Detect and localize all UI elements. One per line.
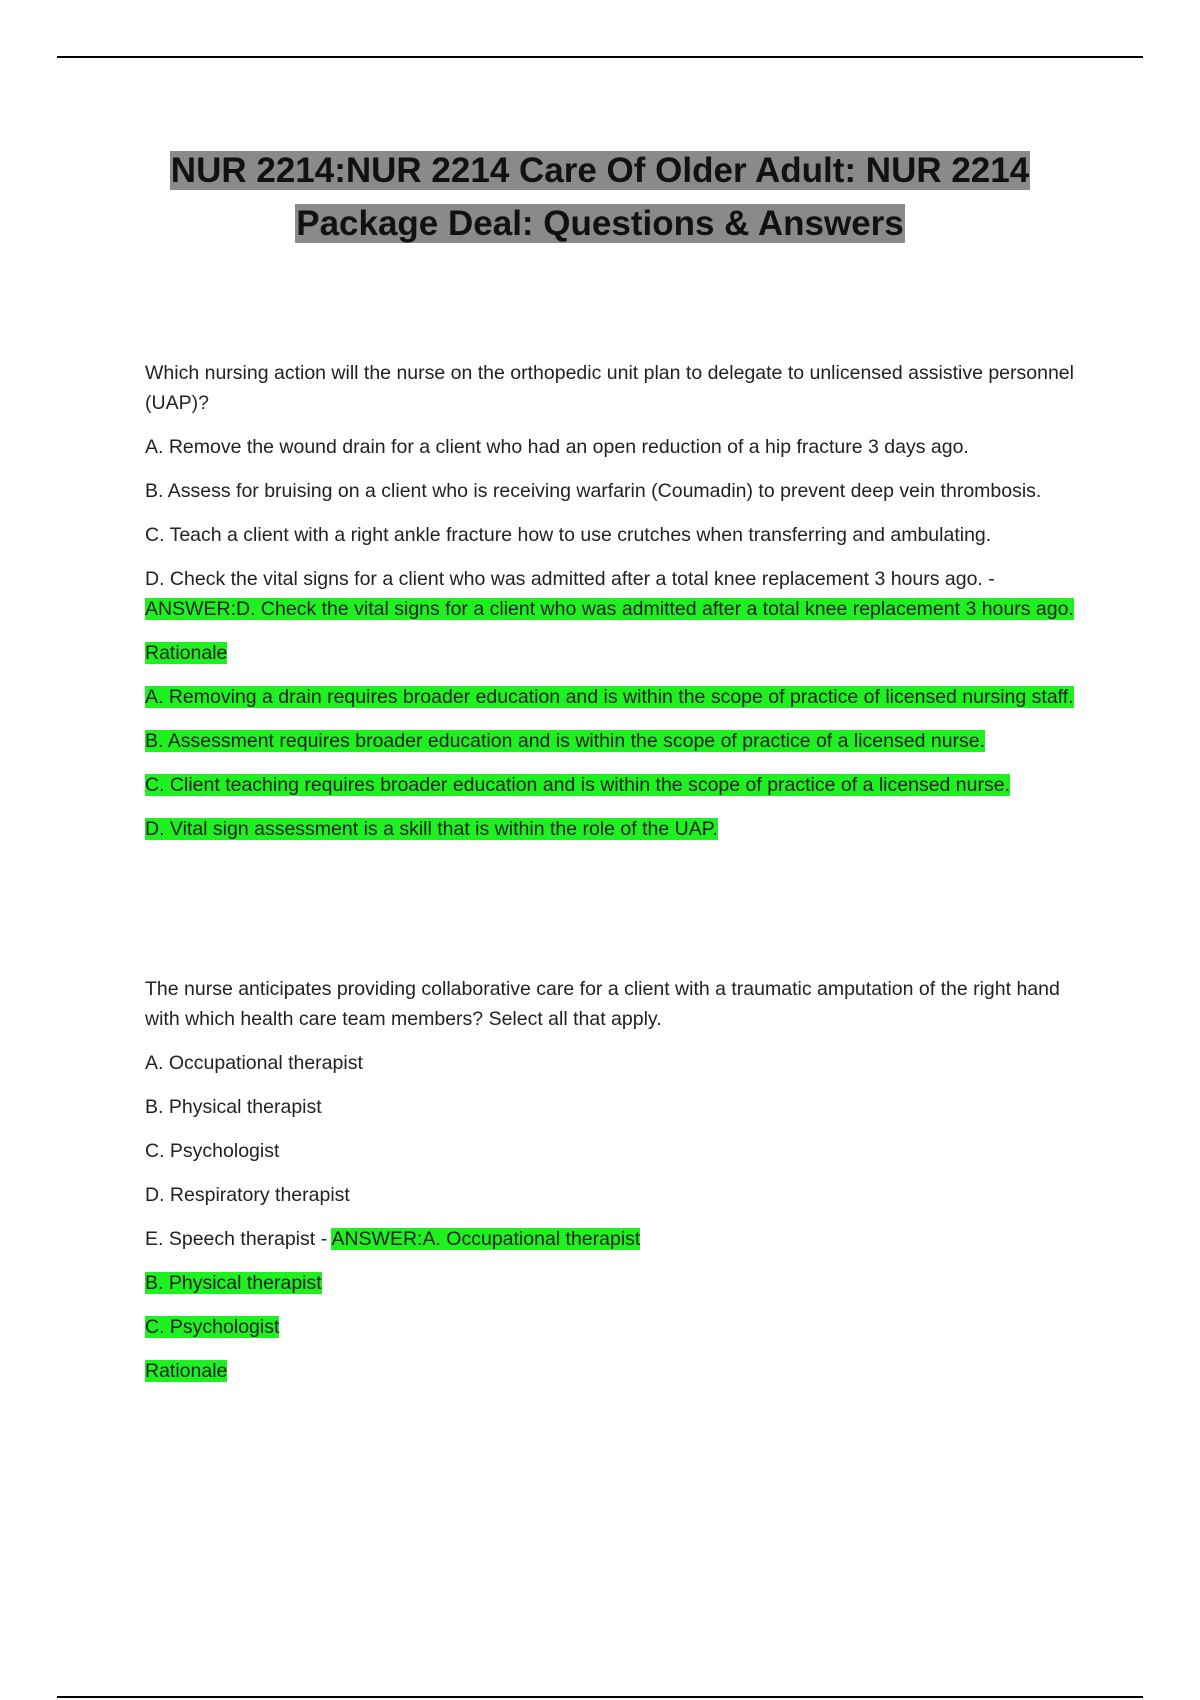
q2-answer-a: ANSWER:A. Occupational therapist bbox=[331, 1228, 641, 1250]
q2-answer-c: C. Psychologist bbox=[145, 1316, 280, 1338]
title-line-1: NUR 2214:NUR 2214 Care Of Older Adult: NUR 2214 bbox=[170, 151, 1030, 190]
q2-option-d: D. Respiratory therapist bbox=[145, 1184, 350, 1206]
q2-option-e: E. Speech therapist - bbox=[145, 1228, 328, 1250]
q1-option-a: A. Remove the wound drain for a client who had an open reduction of a hip fracture 3 days ago. bbox=[145, 436, 969, 458]
bottom-rule bbox=[57, 1696, 1143, 1698]
document-title bbox=[100, 144, 1100, 250]
q1-rationale-a: A. Removing a drain requires broader education and is within the scope of practice of licensed nursing staff. bbox=[145, 686, 1074, 708]
q2-option-a: A. Occupational therapist bbox=[145, 1052, 363, 1074]
q2-rationale-heading: Rationale bbox=[145, 1360, 228, 1382]
top-rule bbox=[57, 56, 1143, 58]
q1-option-d: D. Check the vital signs for a client who was admitted after a total knee replacement 3 hours ago. - bbox=[145, 568, 995, 590]
q1-rationale-b: B. Assessment requires broader education and is within the scope of practice of a licensed nurse. bbox=[145, 730, 986, 752]
question-2-text: The nurse anticipates providing collaborative care for a client with a traumatic amputation of the right hand with which health care team members? Select all that apply. bbox=[145, 978, 1060, 1030]
q1-rationale-d: D. Vital sign assessment is a skill that is within the role of the UAP. bbox=[145, 818, 718, 840]
q2-option-c: C. Psychologist bbox=[145, 1140, 280, 1162]
q1-answer: ANSWER:D. Check the vital signs for a client who was admitted after a total knee replacement 3 hours ago. bbox=[145, 598, 1074, 620]
q1-option-c: C. Teach a client with a right ankle fracture how to use crutches when transferring and ambulating. bbox=[145, 524, 992, 546]
q2-option-b: B. Physical therapist bbox=[145, 1096, 322, 1118]
q2-option-e-with-answer bbox=[145, 1224, 1085, 1254]
q1-option-d-with-answer bbox=[145, 564, 1085, 624]
title-line-2: Package Deal: Questions & Answers bbox=[296, 204, 904, 243]
question-1-text: Which nursing action will the nurse on the orthopedic unit plan to delegate to unlicensed assistive personnel (UAP)? bbox=[145, 362, 1074, 414]
q2-answer-b: B. Physical therapist bbox=[145, 1272, 322, 1294]
question-1-block bbox=[145, 358, 1085, 858]
q1-option-b: B. Assess for bruising on a client who is receiving warfarin (Coumadin) to prevent deep vein thrombosis. bbox=[145, 480, 1042, 502]
q1-rationale-heading: Rationale bbox=[145, 642, 228, 664]
q1-rationale-c: C. Client teaching requires broader education and is within the scope of practice of a licensed nurse. bbox=[145, 774, 1010, 796]
question-2-block bbox=[145, 974, 1085, 1400]
